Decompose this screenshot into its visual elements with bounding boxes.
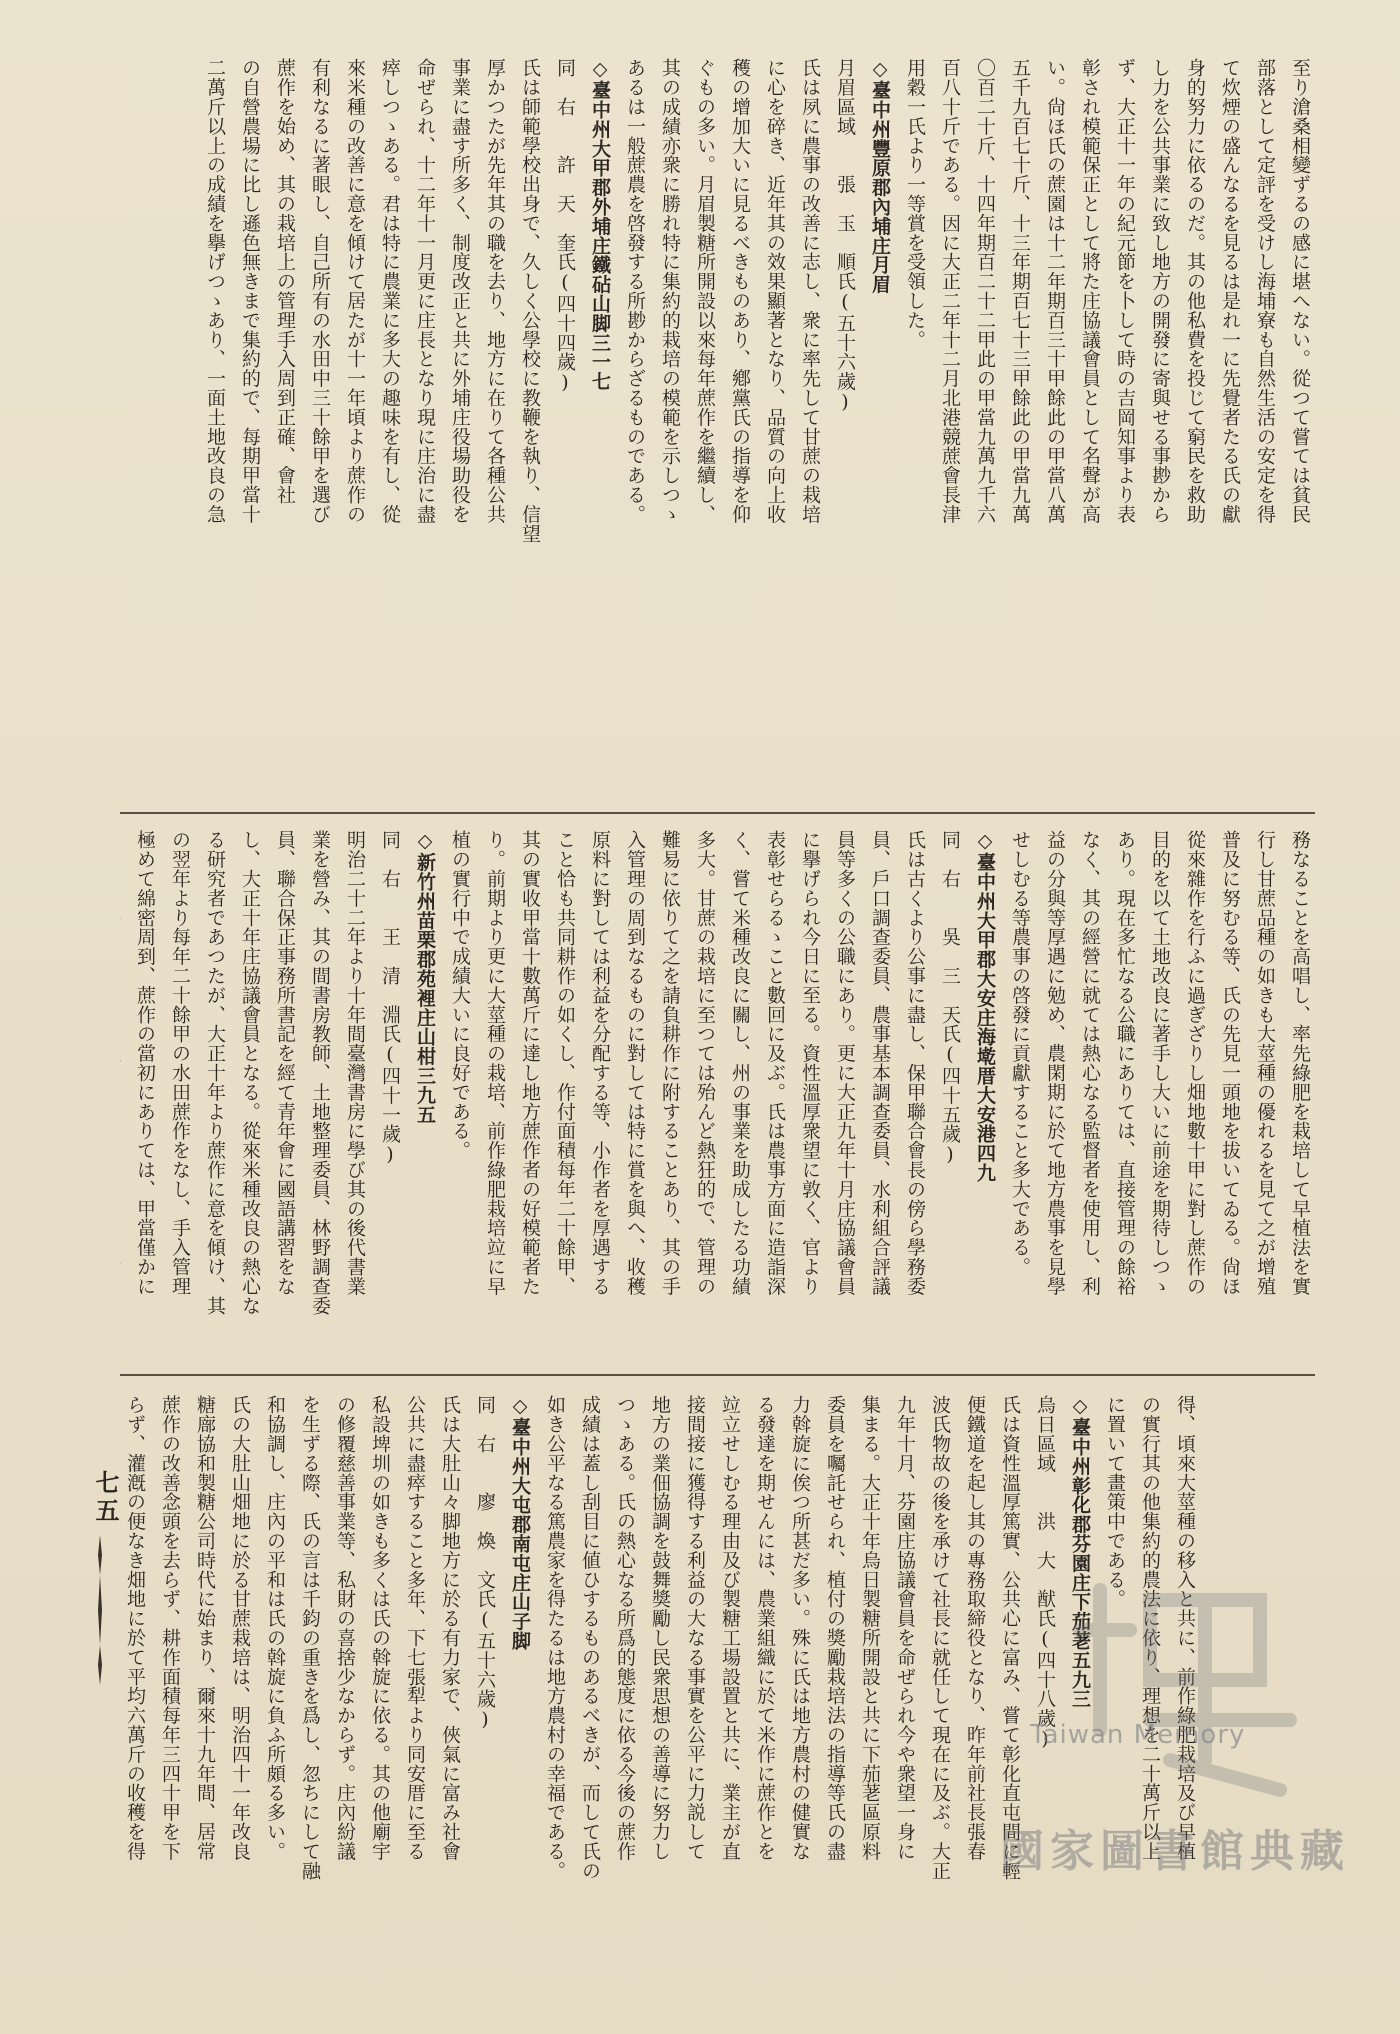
text-column: に置いて畫策中である。: [1104, 1395, 1126, 1609]
text-column: 二萬斤以上の成績を擧げつゝあり、一面土地改良の急: [204, 58, 226, 524]
text-column: り。前期より更に大莖種の栽培、前作綠肥栽培竝に早: [484, 830, 506, 1296]
text-column: 益の分與等厚遇に勉め、農閑期に於て地方農事を見學: [1044, 830, 1066, 1296]
text-column: 彰され模範保正として將た庄協議會員として名聲が高: [1079, 58, 1101, 524]
text-column: 從來雜作を行ふに過ぎざりし畑地數十甲に對し蔗作の: [1184, 830, 1206, 1296]
text-column: 九年十月、芬園庄協議會員を命ぜられ今や衆望一身に: [894, 1395, 916, 1861]
text-column: 氏は資性溫厚篤實、公共心に富み、嘗て彰化直屯間に輕: [999, 1395, 1021, 1880]
text-column: 氏は大肚山々脚地方に於る有力家で、俠氣に富み社會: [439, 1395, 461, 1861]
text-column: 委員を囑託せられ、植付の獎勵栽培法の指導等氏の盡: [824, 1395, 846, 1861]
text-column: 竝立せしむる理由及び製糖工場設置と共に、業主が直: [719, 1395, 741, 1861]
text-column: 員等多くの公職にあり。更に大正九年十月庄協議會員: [834, 830, 856, 1296]
text-column: 厚かつたが先年其の職を去り、地方に在りて各種公共: [484, 58, 506, 524]
section-heading: ◇臺中州大甲郡大安庄海墘厝大安港四九: [974, 830, 996, 1183]
text-column: せしむる等農事の啓發に貢獻すること多大である。: [1009, 830, 1031, 1277]
text-column: 接間接に獲得する利益の大なる事實を公平に力説して: [684, 1395, 706, 1861]
section-divider-bottom: [120, 1374, 1315, 1376]
text-column: に擧げられ今日に至る。資性溫厚衆望に敦く、官より: [799, 830, 821, 1296]
text-column: 入管理の周到なるものに對しては特に賞を與へ、收穫: [624, 830, 646, 1296]
text-column: 難易に依りて之を請負耕作に附することあり、其の手: [659, 830, 681, 1296]
text-column: 業を營み、其の間書房教師、土地整理委員、林野調查委: [309, 830, 331, 1315]
text-column: 有利なるに著眼し、自己所有の水田中三十餘甲を選び: [309, 58, 331, 524]
text-column: を生ずる際、氏の言は千鈞の重きを爲し、忽ちにして融: [299, 1395, 321, 1880]
text-column: 來米種の改善に意を傾けて居たが十一年頃より蔗作の: [344, 58, 366, 524]
text-column: 穫の增加大いに見るべきものあり、鄕黨氏の指導を仰: [729, 58, 751, 524]
text-column: 瘁しつゝある。君は特に農業に多大の趣味を有し、從: [379, 58, 401, 524]
text-column: 目的を以て土地改良に著手し大いに前途を期待しつゝ: [1149, 830, 1171, 1296]
text-column: ず、大正十一年の紀元節を卜して時の吉岡知事より表: [1114, 58, 1136, 524]
section-divider-top: [120, 812, 1315, 814]
page-ornament-icon: [97, 1535, 103, 1685]
text-column: 得、頃來大莖種の移入と共に、前作綠肥栽培及び早植: [1174, 1395, 1196, 1861]
text-column: 員、戶口調查委員、農事基本調查委員、水利組合評議: [869, 830, 891, 1296]
text-column: 務なることを高唱し、率先綠肥を栽培して早植法を實: [1289, 830, 1311, 1296]
text-column: らず、灌漑の便なき畑地に於て平均六萬斤の收穫を得: [124, 1395, 146, 1861]
text-column: ぐもの多い。月眉製糖所開設以來每年蔗作を繼續し、: [694, 58, 716, 524]
text-column: 百八十斤である。因に大正二年十二月北港競蔗會長津: [939, 58, 961, 524]
text-column: の修覆慈善事業等、私財の喜捨少なからず。庄內紛議: [334, 1395, 356, 1861]
text-column: 普及に努むる等、氏の先見一頭地を拔いてゐる。尙ほ: [1219, 830, 1241, 1296]
text-column: 便鐵道を起し其の專務取締役となり、昨年前社長張春: [964, 1395, 986, 1861]
text-column: 至り滄桑相變ずるの感に堪へない。從つて嘗ては貧民: [1289, 58, 1311, 524]
text-column: なく、其の經營に就ては熱心なる監督者を使用し、利: [1079, 830, 1101, 1296]
text-column: に心を碎き、近年其の效果顯著となり、品質の向上收: [764, 58, 786, 524]
text-column: 事業に盡す所多く、制度改正と共に外埔庄役場助役を: [449, 58, 471, 524]
text-column: る研究者であつたが、大正十年より蔗作に意を傾け、其: [204, 830, 226, 1315]
text-column: 如き公平なる篤農家を得たるは地方農村の幸福である。: [544, 1395, 566, 1880]
text-column: 蔗作の改善念頭を去らず、耕作面積每年三四十甲を下: [159, 1395, 181, 1861]
text-column: [120, 830, 125, 1350]
text-column: 多大。甘蔗の栽培に至つては殆んど熱狂的で、管理の: [694, 830, 716, 1296]
text-column: 行し甘蔗品種の如きも大莖種の優れるを見て之が增殖: [1254, 830, 1276, 1296]
text-column: 極めて綿密周到、蔗作の當初にありては、甲當僅かに: [134, 830, 156, 1296]
text-column: 同 右 吳 三 天氏(四十五歲): [939, 830, 961, 1166]
text-column: 和協調し、庄內の平和は氏の斡旋に負ふ所頗る多い。: [264, 1395, 286, 1861]
text-column: 成績は蓋し刮目に値ひするものあるべきが、而して氏の: [579, 1395, 601, 1880]
text-column: 烏日區域 洪 大 猷氏(四十八歲): [1034, 1395, 1056, 1751]
watermark-latin: Taiwan Memory: [1030, 1720, 1246, 1750]
text-tier-middle: [120, 830, 1315, 1350]
text-column: 同 右 許 天 奎氏(四十四歲): [554, 58, 576, 394]
text-column: あるは一般蔗農を啓發する所尠からざるものである。: [624, 58, 646, 524]
page-number: 七五: [91, 1470, 120, 1526]
text-column: 集まる。大正十年烏日製糖所開設と共に下茄荖區原料: [859, 1395, 881, 1861]
text-column: 表彰せらるゝこと數回に及ぶ。氏は農事方面に造詣深: [764, 830, 786, 1296]
text-column: 蔗作を始め、其の栽培上の管理手入周到正確、會社: [274, 58, 296, 505]
text-column: 月眉區域 張 玉 順氏(五十六歲): [834, 58, 856, 414]
text-column: し、大正十年庄協議會員となる。從來米種改良の熱心な: [239, 830, 261, 1315]
text-column: 力斡旋に俟つ所甚だ多い。殊に氏は地方農村の健實な: [789, 1395, 811, 1861]
text-column: 私設埤圳の如きも多くは氏の斡旋に依る。其の他廟宇: [369, 1395, 391, 1861]
text-column: の翌年より每年二十餘甲の水田蔗作をなし、手入管理: [169, 830, 191, 1296]
text-column: 原料に對しては利益を分配する等、小作者を厚遇する: [589, 830, 611, 1296]
section-heading: ◇臺中州大甲郡外埔庄鐵砧山脚三一七: [589, 58, 611, 391]
watermark-chinese: 國家圖書館典藏: [1000, 1826, 1350, 1877]
text-column: る發達を期せんには、農業組織に於て米作に蔗作とを: [754, 1395, 776, 1861]
section-heading: ◇臺中州大屯郡南屯庄山子脚: [509, 1395, 531, 1651]
text-column: 部落として定評を受けし海埔寮も自然生活の安定を得: [1254, 58, 1276, 524]
text-tier-top: [120, 58, 1315, 793]
archive-seal-icon: [1060, 1560, 1320, 1820]
text-column: く、嘗て米種改良に關し、州の事業を助成したる功績: [729, 830, 751, 1296]
text-column: 其の實收甲當十數萬斤に達し地方蔗作者の好模範者た: [519, 830, 541, 1296]
text-column: 植の實行中で成績大いに良好である。: [449, 830, 471, 1160]
text-column: 其の成績亦衆に勝れ特に集約的栽培の模範を示しつゝ: [659, 58, 681, 524]
text-column: の實行其の他集約的農法に依り、理想を二十萬斤以上: [1139, 1395, 1161, 1861]
text-column: 明治二十二年より十年間臺灣書房に學び其の後代書業: [344, 830, 366, 1296]
text-column: て炊煙の盛んなるを見るは是れ一に先覺者たる氏の獻: [1219, 58, 1241, 524]
text-column: 氏は古くより公事に盡し、保甲聯合會長の傍ら學務委: [904, 830, 926, 1296]
text-column: 身的努力に依るのだ。其の他私費を投じて窮民を救助: [1184, 58, 1206, 524]
text-column: の自營農場に比し遜色無きまで集約的で、每期甲當十: [239, 58, 261, 524]
text-column: 地方の業佃協調を鼓舞獎勵し民衆思想の善導に努力し: [649, 1395, 671, 1861]
section-heading: ◇臺中州豐原郡內埔庄月眉: [869, 58, 891, 294]
text-column: し力を公共事業に致し地方の開發に寄與せる事尠から: [1149, 58, 1171, 524]
text-column: い。尙ほ氏の蔗園は十二年期百三十甲餘此の甲當八萬: [1044, 58, 1066, 524]
section-heading: ◇臺中州彰化郡芬園庄下茄荖五九三: [1069, 1395, 1091, 1709]
text-column: 糖廍協和製糖公司時代に始まり、爾來十九年間、居常: [194, 1395, 216, 1861]
text-column: 員、聯合保正事務所書記を經て青年會に國語講習をな: [274, 830, 296, 1296]
section-heading: ◇新竹州苗栗郡苑裡庄山柑三九五: [414, 830, 436, 1124]
text-column: 〇百二十斤、十四年期百二十二甲此の甲當九萬九千六: [974, 58, 996, 524]
text-column: 同 右 廖 煥 文氏(五十六歲): [474, 1395, 496, 1731]
text-column: 用穀一氏より一等賞を受領した。: [904, 58, 926, 349]
text-column: こと恰も共同耕作の如くし、作付面積每年二十餘甲、: [554, 830, 576, 1296]
text-column: 五千九百七十斤、十三年期百七十三甲餘此の甲當九萬: [1009, 58, 1031, 524]
text-column: つゝある。氏の熱心なる所爲的態度に依る今後の蔗作: [614, 1395, 636, 1861]
text-column: 氏は師範學校出身で、久しく公學校に教鞭を執り、信望: [519, 58, 541, 543]
text-column: 氏の大肚山畑地に於る甘蔗栽培は、明治四十一年改良: [229, 1395, 251, 1861]
text-column: 同 右 王 清 淵氏(四十一歲): [379, 830, 401, 1166]
text-column: 公共に盡瘁すること多年、下七張犁より同安厝に至る: [404, 1395, 426, 1861]
text-column: 氏は夙に農事の改善に志し、衆に率先して甘蔗の栽培: [799, 58, 821, 524]
text-column: 波氏物故の後を承けて社長に就任して現在に及ぶ。大正: [929, 1395, 951, 1880]
text-column: 命ぜられ、十二年十一月更に庄長となり現に庄治に盡: [414, 58, 436, 524]
text-column: あり。現在多忙なる公職にありては、直接管理の餘裕: [1114, 830, 1136, 1296]
